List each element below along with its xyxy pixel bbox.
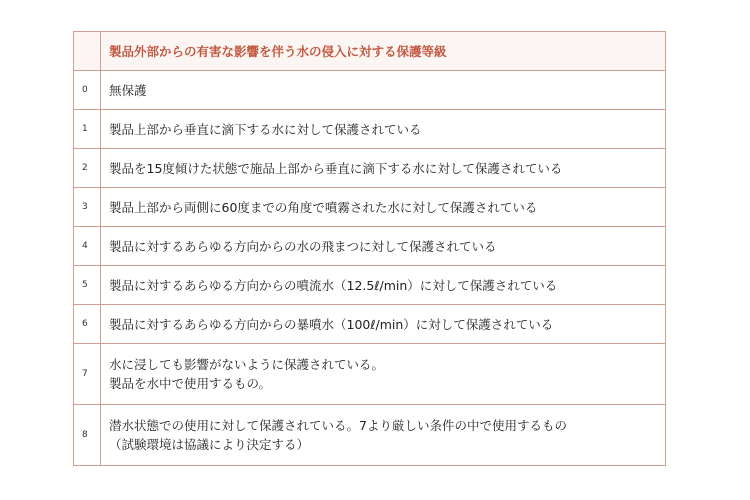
description-cell [101,405,666,466]
description-line: （試験環境は協議により決定する） [109,437,310,452]
description-cell [101,305,666,344]
description-line: 製品上部から両側に60度までの角度で噴霧された水に対して保護されている [109,199,538,215]
description-cell [101,344,666,405]
description-line: 製品を15度傾けた状態で施品上部から垂直に滴下する水に対して保護されている [109,160,563,176]
description-line: 製品を水中で使用するもの。 [109,376,272,391]
grade-cell: 8 [74,405,101,466]
description-cell [101,71,666,110]
ip-water-protection-table [73,31,666,466]
table-header-row [74,32,666,71]
table-row [74,71,666,110]
description-line: 製品に対するあらゆる方向からの噴流水（12.5ℓ/min）に対して保護されている [109,277,558,293]
description-line: 製品に対するあらゆる方向からの暴噴水（100ℓ/min）に対して保護されている [109,316,554,332]
description-cell [101,188,666,227]
table-row [74,227,666,266]
table-row [74,110,666,149]
table-row [74,188,666,227]
description-line: 潜水状態での使用に対して保護されている。7より厳しい条件の中で使用するもの [109,418,567,433]
grade-cell: 5 [74,266,101,305]
description-line: 水に浸しても影響がないように保護されている。 [109,357,385,372]
grade-cell: 6 [74,305,101,344]
description-line: 製品に対するあらゆる方向からの水の飛まつに対して保護されている [109,238,497,254]
table-row [74,149,666,188]
grade-cell: 7 [74,344,101,405]
table-row [74,344,666,405]
grade-cell: 2 [74,149,101,188]
table-row [74,305,666,344]
grade-cell: 4 [74,227,101,266]
grade-cell: 3 [74,188,101,227]
description-line: 製品上部から垂直に滴下する水に対して保護されている [109,121,422,137]
grade-cell: 0 [74,71,101,110]
header-grade-cell [74,32,101,71]
description-line: 無保護 [109,82,147,98]
table-row [74,266,666,305]
grade-cell: 1 [74,110,101,149]
header-description-cell: 製品外部からの有害な影響を伴う水の侵入に対する保護等級 [101,32,666,71]
description-cell [101,227,666,266]
description-cell [101,149,666,188]
table-row [74,405,666,466]
description-cell [101,266,666,305]
description-cell [101,110,666,149]
